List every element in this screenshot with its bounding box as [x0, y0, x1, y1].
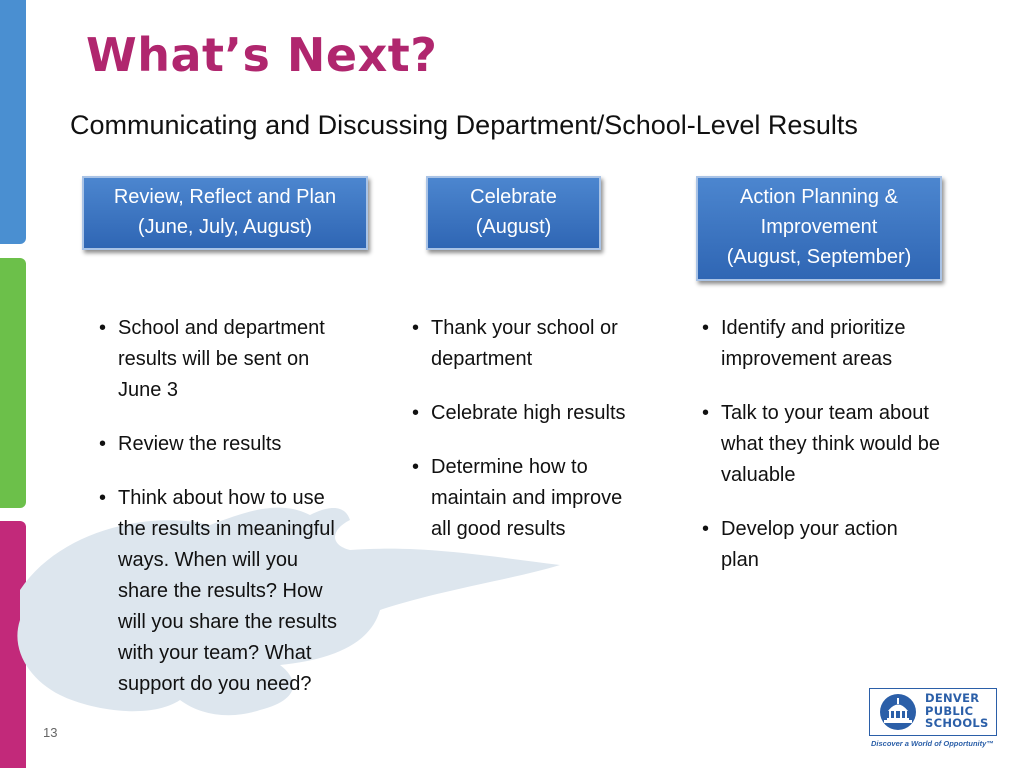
header-line: (June, July, August) [137, 216, 313, 238]
bullet-list-celebrate [411, 313, 633, 568]
bullet-item: • Celebrate high results [411, 398, 633, 429]
capitol-dome-icon [875, 692, 921, 732]
page-number: 13 [43, 725, 58, 740]
header-box-celebrate [426, 176, 601, 250]
header-box-review [82, 176, 368, 250]
slide-title: What’s Next? [86, 28, 438, 82]
logo-line: PUBLIC [925, 703, 974, 718]
logo-line: SCHOOLS [925, 716, 989, 730]
logo-tagline: Discover a World of Opportunity™ [871, 739, 994, 748]
header-line: Action Planning & [740, 186, 898, 208]
accent-bar-blue [0, 0, 26, 244]
bullet-item: • Develop your action plan [701, 514, 941, 576]
bullet-list-action-planning [701, 313, 941, 599]
header-line: Review, Reflect and Plan [113, 186, 337, 208]
header-line: Celebrate [470, 186, 557, 208]
logo-wordmark [925, 692, 995, 730]
header-line: (August, September) [726, 246, 912, 268]
header-box-action-planning [696, 176, 942, 281]
bullet-item: • Think about how to use the results in meaningful ways. When will you share the results? How will you share the results with your team? What support do you need? [98, 483, 348, 700]
bullet-item: • Thank your school or department [411, 313, 633, 375]
logo-line: DENVER [925, 691, 980, 705]
bullet-item: • Determine how to maintain and improve all good results [411, 452, 633, 545]
bullet-list-review [98, 313, 348, 723]
slide-subtitle: Communicating and Discussing Department/School-Level Results [70, 110, 858, 140]
header-line: (August) [475, 216, 552, 238]
bullet-item: • Talk to your team about what they think would be valuable [701, 398, 941, 491]
bullet-item: • Identify and prioritize improvement areas [701, 313, 941, 375]
bullet-item: • Review the results [98, 429, 348, 460]
header-line: Improvement [760, 216, 878, 238]
denver-public-schools-logo [869, 688, 999, 754]
bullet-item: • School and department results will be sent on June 3 [98, 313, 348, 406]
